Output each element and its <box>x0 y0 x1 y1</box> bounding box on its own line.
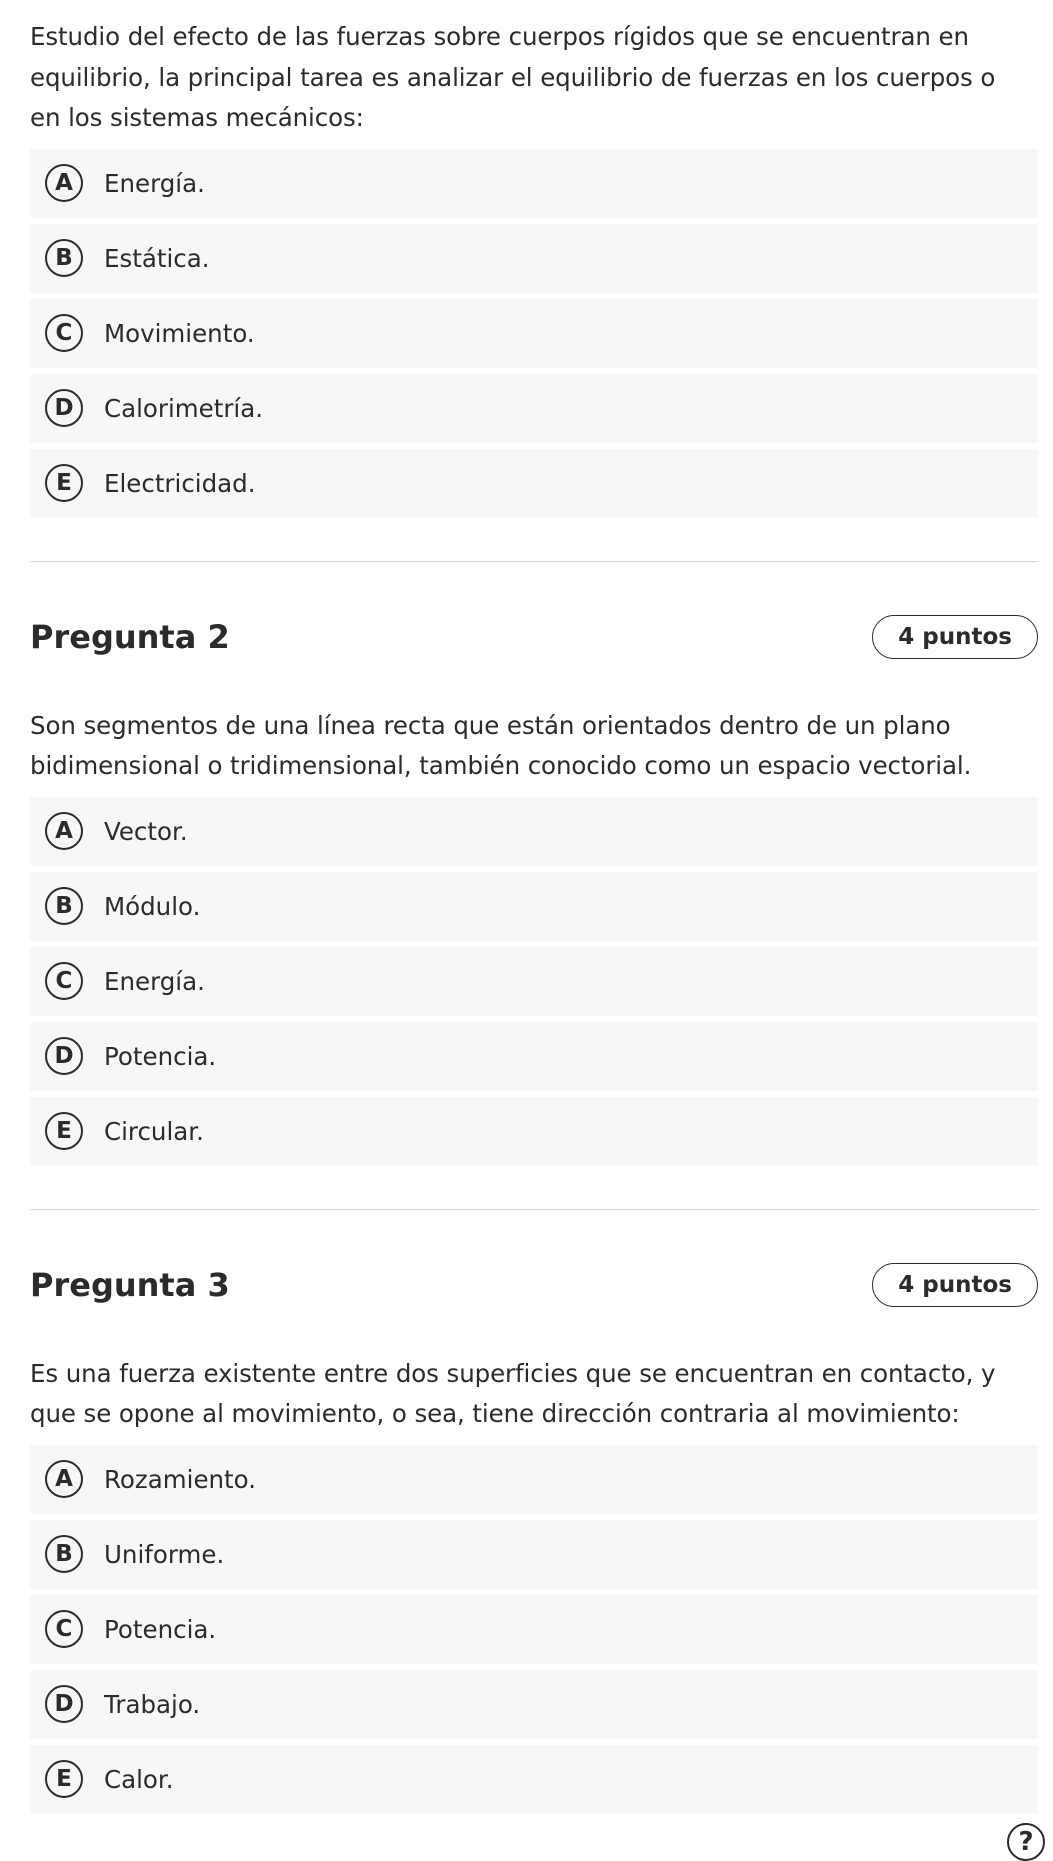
option-letter-badge: A <box>45 812 83 850</box>
option-letter-badge: A <box>45 1460 83 1498</box>
option-label: Energía. <box>104 966 205 996</box>
option-d[interactable] <box>30 1022 1038 1091</box>
option-label: Calorimetría. <box>104 393 264 423</box>
answer-options <box>30 149 1038 518</box>
option-letter-badge: B <box>45 1535 83 1573</box>
option-letter-badge: A <box>45 164 83 202</box>
section-divider <box>30 1209 1038 1210</box>
option-label: Trabajo. <box>104 1689 201 1719</box>
option-label: Estática. <box>104 243 210 273</box>
answer-options <box>30 1445 1038 1814</box>
answer-options <box>30 797 1038 1166</box>
question-1 <box>30 0 1038 518</box>
question-2 <box>30 614 1038 1166</box>
question-title: Pregunta 2 <box>30 618 230 656</box>
option-label: Potencia. <box>104 1614 217 1644</box>
option-label: Movimiento. <box>104 318 255 348</box>
question-header <box>30 1262 1038 1309</box>
help-icon[interactable]: ? <box>1007 1823 1045 1861</box>
option-label: Electricidad. <box>104 468 256 498</box>
option-c[interactable] <box>30 947 1038 1016</box>
option-label: Energía. <box>104 168 205 198</box>
option-b[interactable] <box>30 1520 1038 1589</box>
points-badge: 4 puntos <box>872 615 1038 659</box>
option-letter-badge: C <box>45 962 83 1000</box>
option-letter-badge: C <box>45 1610 83 1648</box>
option-letter-badge: D <box>45 389 83 427</box>
option-a[interactable] <box>30 149 1038 218</box>
option-e[interactable] <box>30 1745 1038 1814</box>
option-label: Circular. <box>104 1116 204 1146</box>
option-label: Potencia. <box>104 1041 217 1071</box>
option-label: Vector. <box>104 816 188 846</box>
option-c[interactable] <box>30 299 1038 368</box>
option-label: Calor. <box>104 1764 174 1794</box>
option-label: Rozamiento. <box>104 1464 257 1494</box>
question-header <box>30 614 1038 661</box>
question-3 <box>30 1262 1038 1814</box>
option-letter-badge: C <box>45 314 83 352</box>
question-stem: Es una fuerza existente entre dos superficies que se encuentran en contacto, y que se opone al movimiento, o sea, tiene dirección contraria al movimiento: <box>30 1358 996 1428</box>
question-title: Pregunta 3 <box>30 1266 230 1304</box>
option-b[interactable] <box>30 224 1038 293</box>
option-label: Módulo. <box>104 891 201 921</box>
option-e[interactable] <box>30 1097 1038 1166</box>
option-letter-badge: E <box>45 1112 83 1150</box>
option-letter-badge: E <box>45 1760 83 1798</box>
question-stem: Son segmentos de una línea recta que están orientados dentro de un plano bidimensional o tridimensional, también conocido como un espacio vectorial. <box>30 710 972 780</box>
points-badge: 4 puntos <box>872 1263 1038 1307</box>
option-d[interactable] <box>30 1670 1038 1739</box>
option-e[interactable] <box>30 449 1038 518</box>
option-letter-badge: D <box>45 1037 83 1075</box>
option-a[interactable] <box>30 1445 1038 1514</box>
section-divider <box>30 561 1038 562</box>
option-letter-badge: B <box>45 887 83 925</box>
option-letter-badge: B <box>45 239 83 277</box>
option-letter-badge: D <box>45 1685 83 1723</box>
option-label: Uniforme. <box>104 1539 225 1569</box>
option-a[interactable] <box>30 797 1038 866</box>
option-letter-badge: E <box>45 464 83 502</box>
option-c[interactable] <box>30 1595 1038 1664</box>
option-b[interactable] <box>30 872 1038 941</box>
question-stem: Estudio del efecto de las fuerzas sobre cuerpos rígidos que se encuentran en equilibrio, la principal tarea es analizar el equilibrio de fuerzas en los cuerpos o en los sistemas mecánicos: <box>30 22 996 132</box>
option-d[interactable] <box>30 374 1038 443</box>
